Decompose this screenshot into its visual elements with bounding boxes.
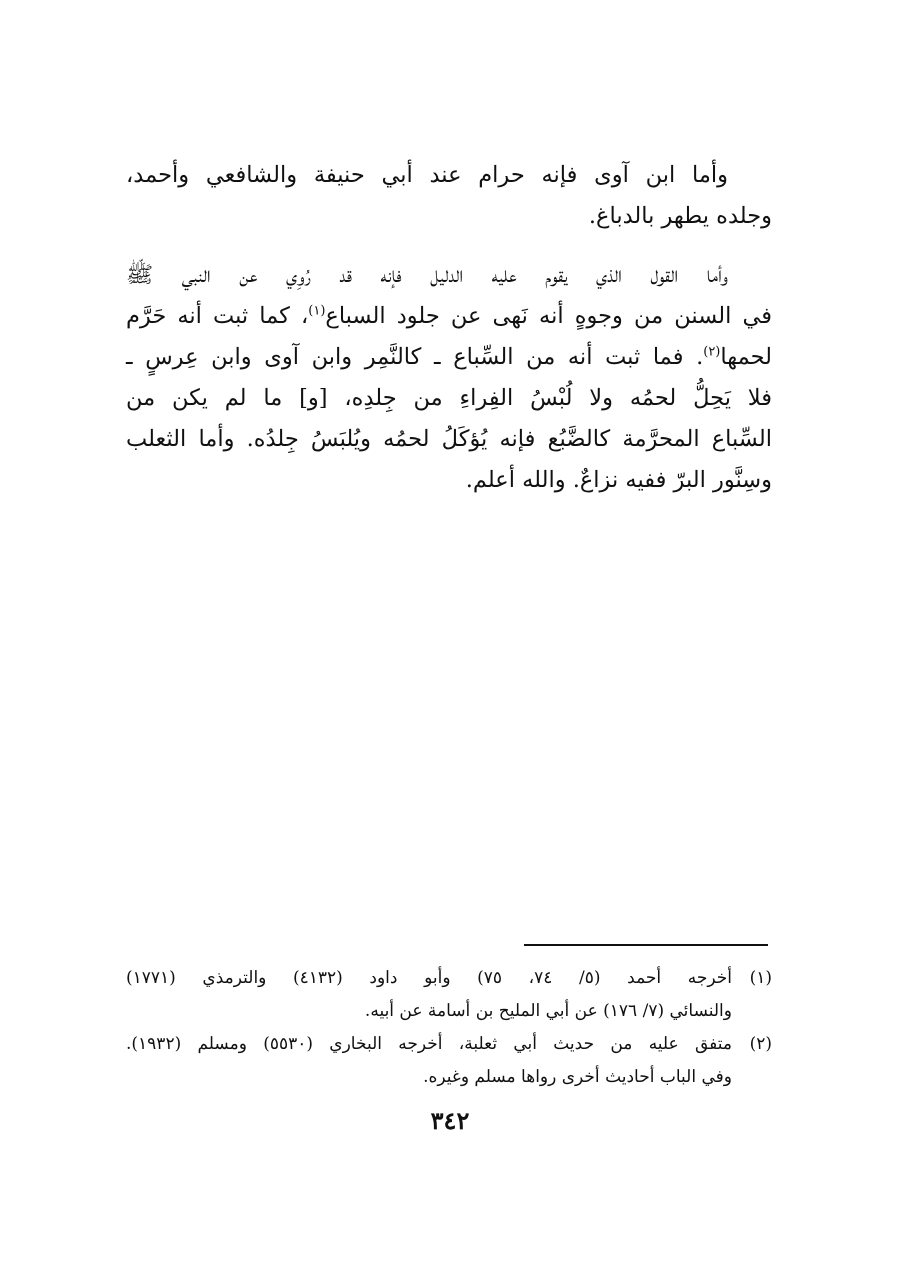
main-text <box>126 155 772 501</box>
paragraph-2-line-4: فلا يَحِلُّ لحمُه ولا لُبْسُ الفِراءِ من جِلدِه، [و] ما لم يكن من <box>126 385 772 411</box>
page-number: ٣٤٢ <box>430 1106 470 1135</box>
footnote-1 <box>126 962 772 1028</box>
paragraph-2-line-3 <box>126 337 772 378</box>
footnote-1-body <box>126 962 732 1028</box>
paragraph-1 <box>126 155 772 237</box>
footnote-2-line-2: وفي الباب أحاديث أخرى رواها مسلم وغيره. <box>423 1067 732 1087</box>
footnote-ref-1[interactable]: (١) <box>308 303 326 319</box>
paragraph-2-line-2-text: في السنن من وجوهٍ أنه نَهى عن جلود السباع <box>325 303 772 329</box>
paragraph-2-line-3-text: لحمها <box>720 344 772 370</box>
footnote-1-line-1: أخرجه أحمد (٥/ ٧٤، ٧٥) وأبو داود (٤١٣٢) والترمذي (١٧٧١) <box>126 968 733 988</box>
footnote-divider <box>524 944 768 946</box>
paragraph-1-line-1 <box>126 155 772 196</box>
paragraph-2-line-2 <box>126 296 772 337</box>
paragraph-2-line-5: السِّباع المحرَّمة كالضَّبُع فإنه يُؤكَلُ لحمُه ويُلبَسُ جِلدُه. وأما الثعلب <box>126 426 772 452</box>
footnote-2-line-1: متفق عليه من حديث أبي ثعلبة، أخرجه البخاري (٥٥٣٠) ومسلم (١٩٣٢). <box>126 1034 732 1054</box>
paragraph-2-line-6: وسِنَّور البرّ ففيه نزاعٌ. والله أعلم. <box>465 467 772 493</box>
footnote-1-line-2: والنسائي (٧/ ١٧٦) عن أبي المليح بن أسامة عن أبيه. <box>364 1001 732 1021</box>
footnotes <box>126 962 772 1094</box>
paragraph-2 <box>126 255 772 501</box>
footnote-2 <box>126 1028 772 1094</box>
paragraph-2-line-1-text: وأما القول الذي يقوم عليه الدليل فإنه قد رُوِي عن النبي ﷺ <box>126 262 728 288</box>
paragraph-1-line-1-text: وأما ابن آوى فإنه حرام عند أبي حنيفة والشافعي وأحمد، <box>126 162 728 188</box>
paragraph-2-line-1 <box>126 255 772 296</box>
paragraph-2-line-2-tail: ، كما ثبت أنه حَرَّم <box>126 303 309 329</box>
footnote-1-number: (١) <box>749 968 772 988</box>
footnote-2-body <box>126 1028 732 1094</box>
paragraph-2-line-3-tail: . فما ثبت أنه من السِّباع ـ كالنَّمِر وابن آوى وابن عِرسٍ ـ <box>126 344 704 370</box>
footnote-ref-2[interactable]: (٢) <box>703 344 721 360</box>
footnote-2-number: (٢) <box>749 1034 772 1054</box>
paragraph-1-line-2: وجلده يطهر بالدباغ. <box>588 203 772 229</box>
